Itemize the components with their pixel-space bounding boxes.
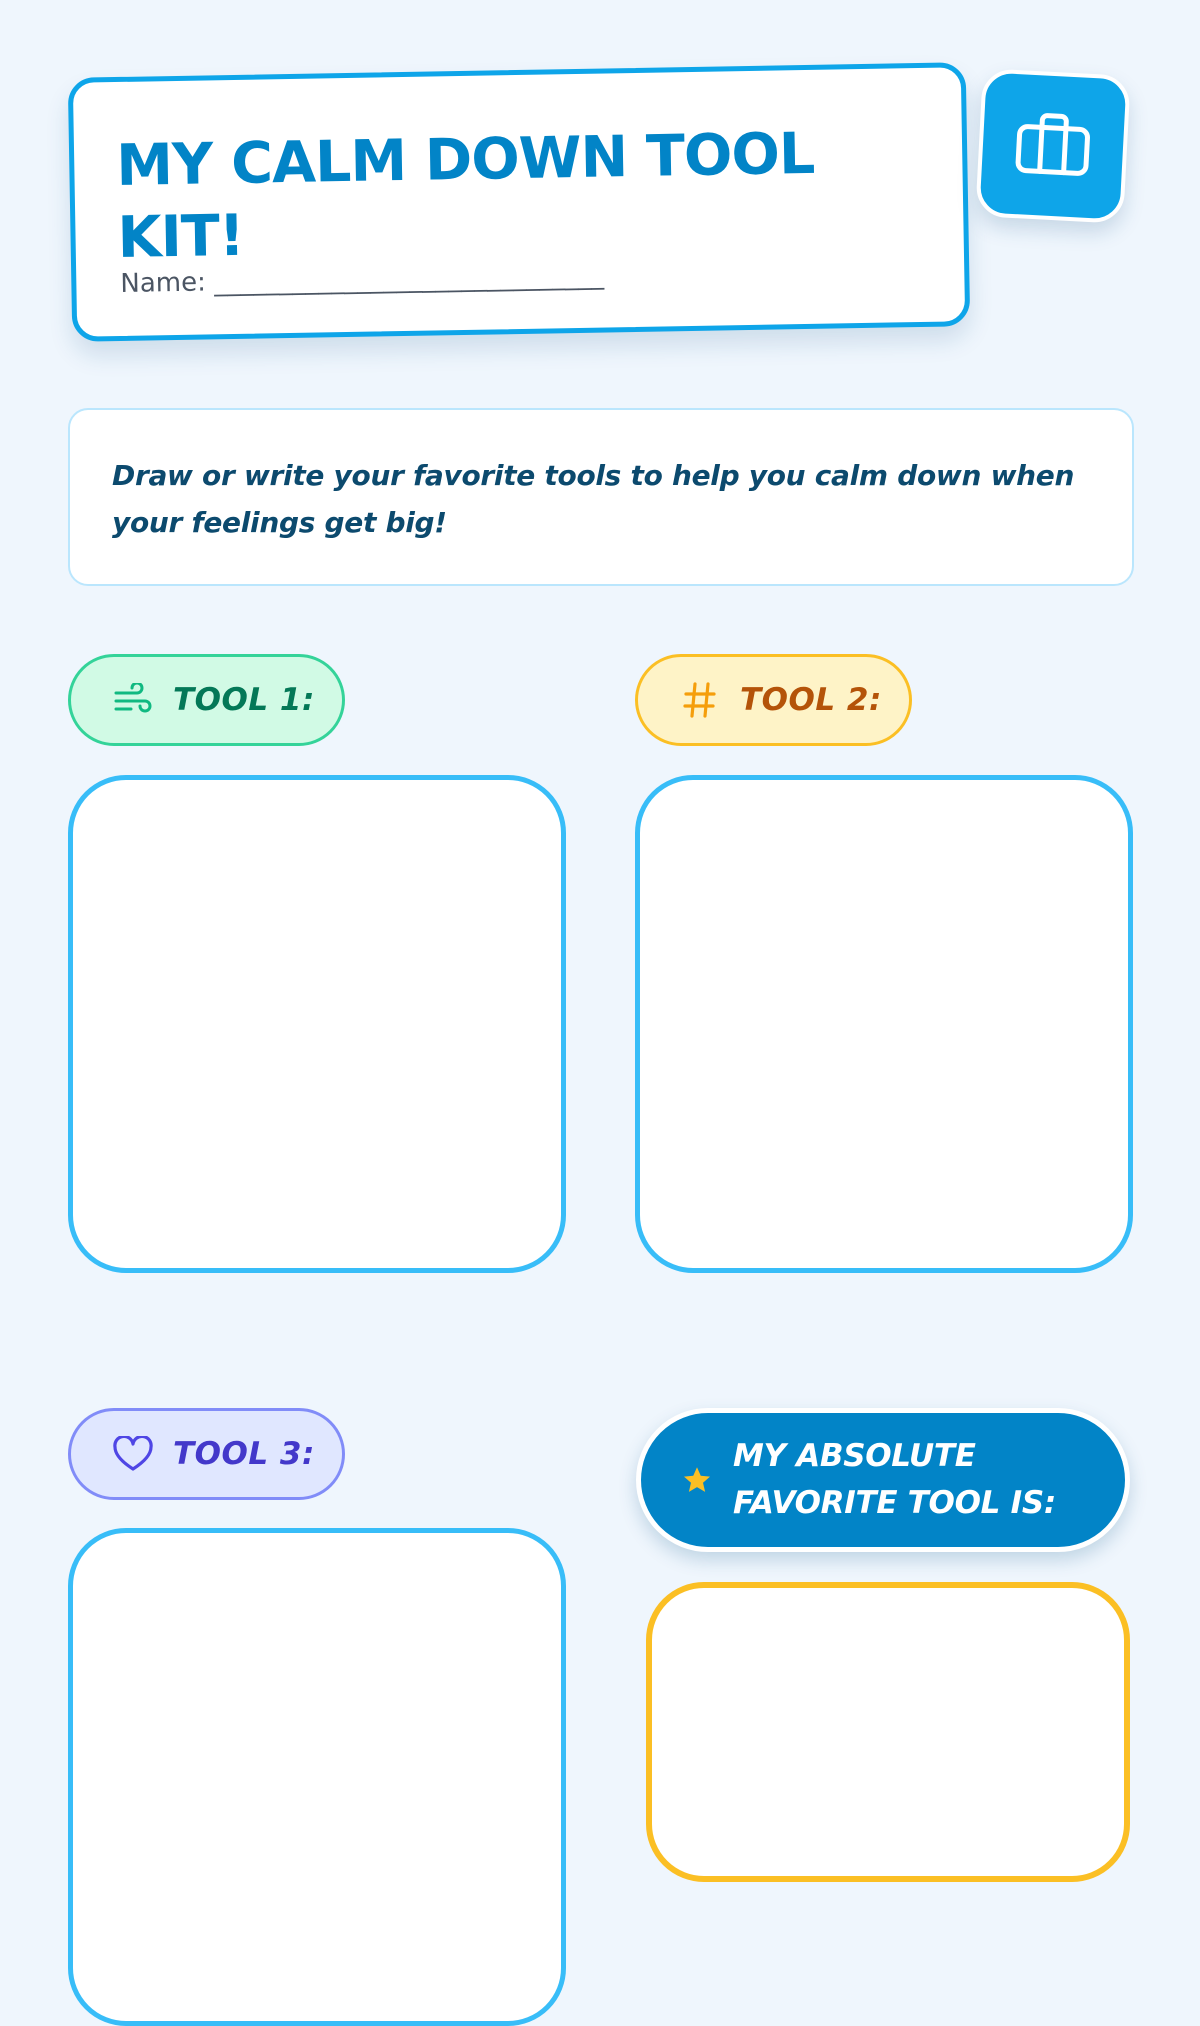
page-title: MY CALM DOWN TOOL KIT! bbox=[115, 120, 815, 272]
tool-2-label: TOOL 2: bbox=[740, 682, 882, 718]
wind-icon bbox=[111, 678, 155, 722]
briefcase-icon bbox=[1013, 110, 1092, 182]
title-card bbox=[68, 62, 970, 342]
toolkit-badge bbox=[975, 68, 1131, 224]
hash-icon bbox=[678, 678, 722, 722]
tool-2-label-pill bbox=[635, 654, 912, 746]
tool-3-drawing-area[interactable] bbox=[68, 1528, 566, 2026]
favorite-tool-label-pill bbox=[636, 1408, 1130, 1552]
name-field[interactable]: Name: ______________________________ bbox=[120, 260, 605, 299]
instructions-text: Draw or write your favorite tools to help you calm down when your feelings get big! bbox=[112, 459, 1075, 539]
tool-2-drawing-area[interactable] bbox=[635, 775, 1133, 1273]
tool-1-label: TOOL 1: bbox=[173, 682, 315, 718]
tool-3-label: TOOL 3: bbox=[173, 1436, 315, 1472]
tool-1-label-pill bbox=[68, 654, 345, 746]
instructions-box bbox=[68, 408, 1134, 586]
star-icon bbox=[679, 1462, 715, 1498]
heart-icon bbox=[111, 1432, 155, 1476]
tool-3-label-pill bbox=[68, 1408, 345, 1500]
tool-1-drawing-area[interactable] bbox=[68, 775, 566, 1273]
favorite-tool-label: MY ABSOLUTE FAVORITE TOOL IS: bbox=[733, 1438, 1056, 1521]
favorite-tool-drawing-area[interactable] bbox=[646, 1582, 1130, 1882]
